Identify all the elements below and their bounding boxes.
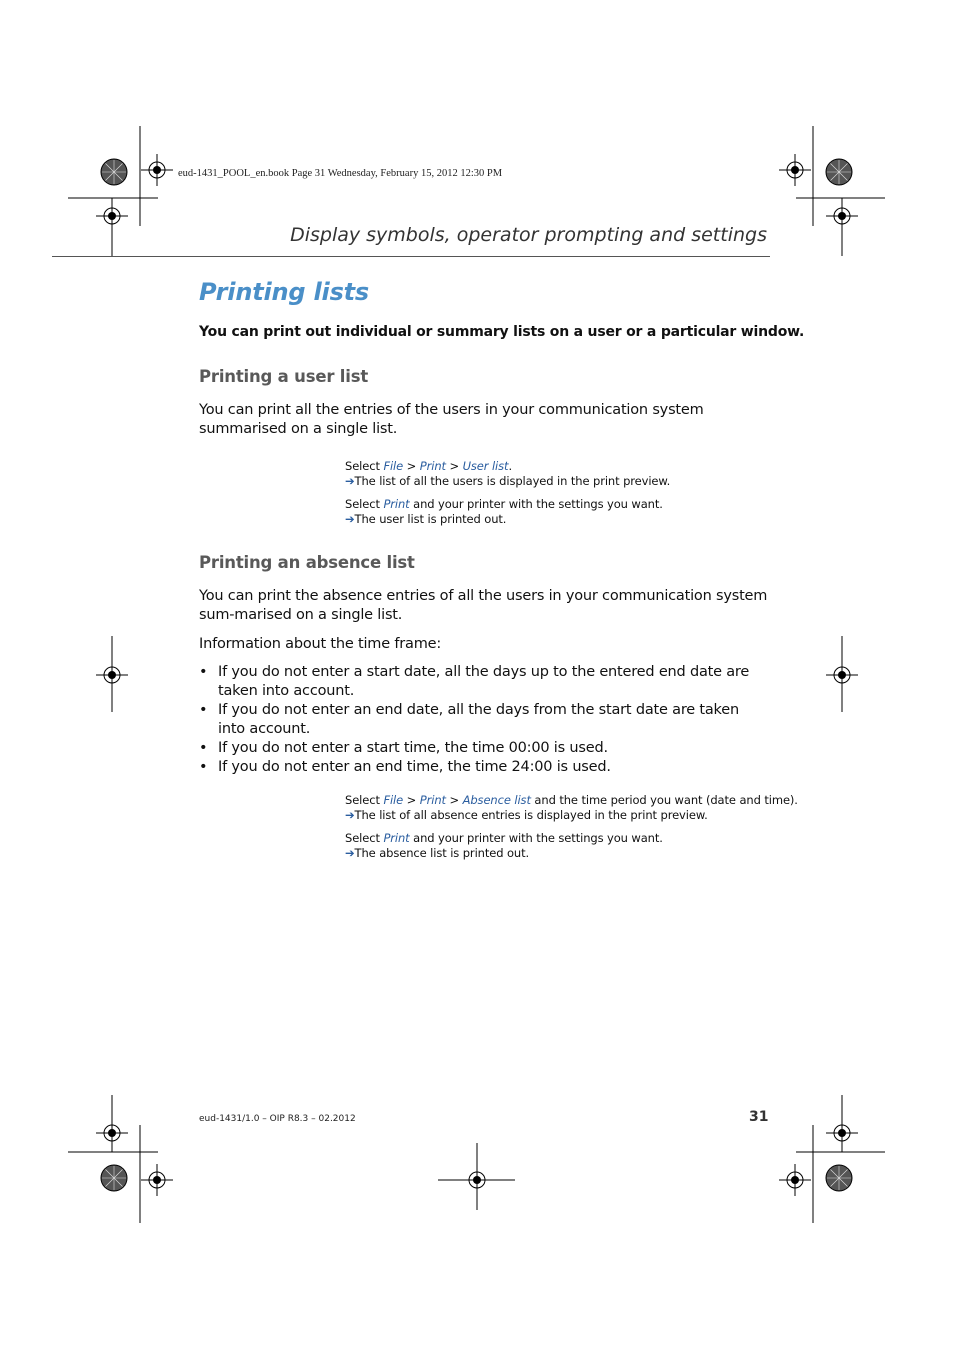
menu-user-list: User list: [462, 459, 509, 473]
list-item-text: If you do not enter an end time, the time 24:00 is used.: [218, 759, 611, 775]
menu-print: Print: [383, 831, 410, 845]
list-item: [199, 758, 759, 777]
menu-print: Print: [419, 793, 446, 807]
list-item: [199, 739, 759, 758]
absence-list-step-1: [345, 793, 798, 823]
step-text: and your printer with the settings you want.: [409, 497, 663, 511]
menu-file: File: [383, 793, 404, 807]
list-item-text: If you do not enter an end date, all the days from the start date are taken into account.: [218, 702, 739, 737]
separator: >: [403, 793, 420, 807]
separator: >: [445, 459, 463, 473]
user-list-body: You can print all the entries of the users in your communication system summarised on a single list.: [199, 402, 704, 437]
running-header: Display symbols, operator prompting and settings: [290, 224, 767, 246]
bullet-icon: •: [199, 702, 208, 718]
step-text: and the time period you want (date and time).: [530, 793, 798, 807]
list-item-text: If you do not enter a start date, all the days up to the entered end date are taken into account.: [218, 664, 750, 699]
header-rule: [52, 256, 770, 257]
step-text: Select: [345, 831, 384, 845]
menu-absence-list: Absence list: [462, 793, 531, 807]
menu-print: Print: [419, 459, 446, 473]
intro-text: You can print out individual or summary lists on a user or a particular window.: [199, 324, 805, 340]
bullet-icon: •: [199, 740, 208, 756]
list-item: [199, 663, 759, 701]
step-result: The list of all absence entries is displayed in the print preview.: [354, 808, 708, 822]
absence-list-step-2: [345, 831, 663, 861]
page-number: 31: [749, 1109, 769, 1125]
bullet-icon: •: [199, 664, 208, 680]
absence-list-body: You can print the absence entries of all the users in your communication system sum-marised on a single list.: [199, 588, 768, 623]
step-text: and your printer with the settings you want.: [409, 831, 663, 845]
result-arrow-icon: ➔: [345, 846, 355, 860]
footer-doc-id: eud-1431/1.0 – OIP R8.3 – 02.2012: [199, 1114, 356, 1124]
page-title: Printing lists: [199, 278, 370, 306]
time-frame-bullets: [199, 663, 759, 777]
heading-absence-list: Printing an absence list: [199, 553, 415, 572]
result-arrow-icon: ➔: [345, 808, 355, 822]
menu-print: Print: [383, 497, 410, 511]
step-text: Select: [345, 793, 384, 807]
result-arrow-icon: ➔: [345, 474, 355, 488]
menu-file: File: [383, 459, 404, 473]
heading-user-list: Printing a user list: [199, 367, 369, 386]
step-result: The absence list is printed out.: [354, 846, 530, 860]
step-result: The list of all the users is displayed in the print preview.: [354, 474, 671, 488]
step-text: Select: [345, 459, 384, 473]
list-item-text: If you do not enter a start time, the time 00:00 is used.: [218, 740, 608, 756]
time-frame-info: Information about the time frame:: [199, 636, 442, 652]
user-list-step-2: [345, 497, 663, 527]
step-result: The user list is printed out.: [354, 512, 507, 526]
separator: >: [445, 793, 463, 807]
step-end: .: [508, 459, 513, 473]
slug-line: eud-1431_POOL_en.book Page 31 Wednesday, February 15, 2012 12:30 PM: [178, 168, 503, 179]
user-list-step-1: [345, 459, 670, 489]
result-arrow-icon: ➔: [345, 512, 355, 526]
step-text: Select: [345, 497, 384, 511]
list-item: [199, 701, 759, 739]
bullet-icon: •: [199, 759, 208, 775]
separator: >: [403, 459, 420, 473]
